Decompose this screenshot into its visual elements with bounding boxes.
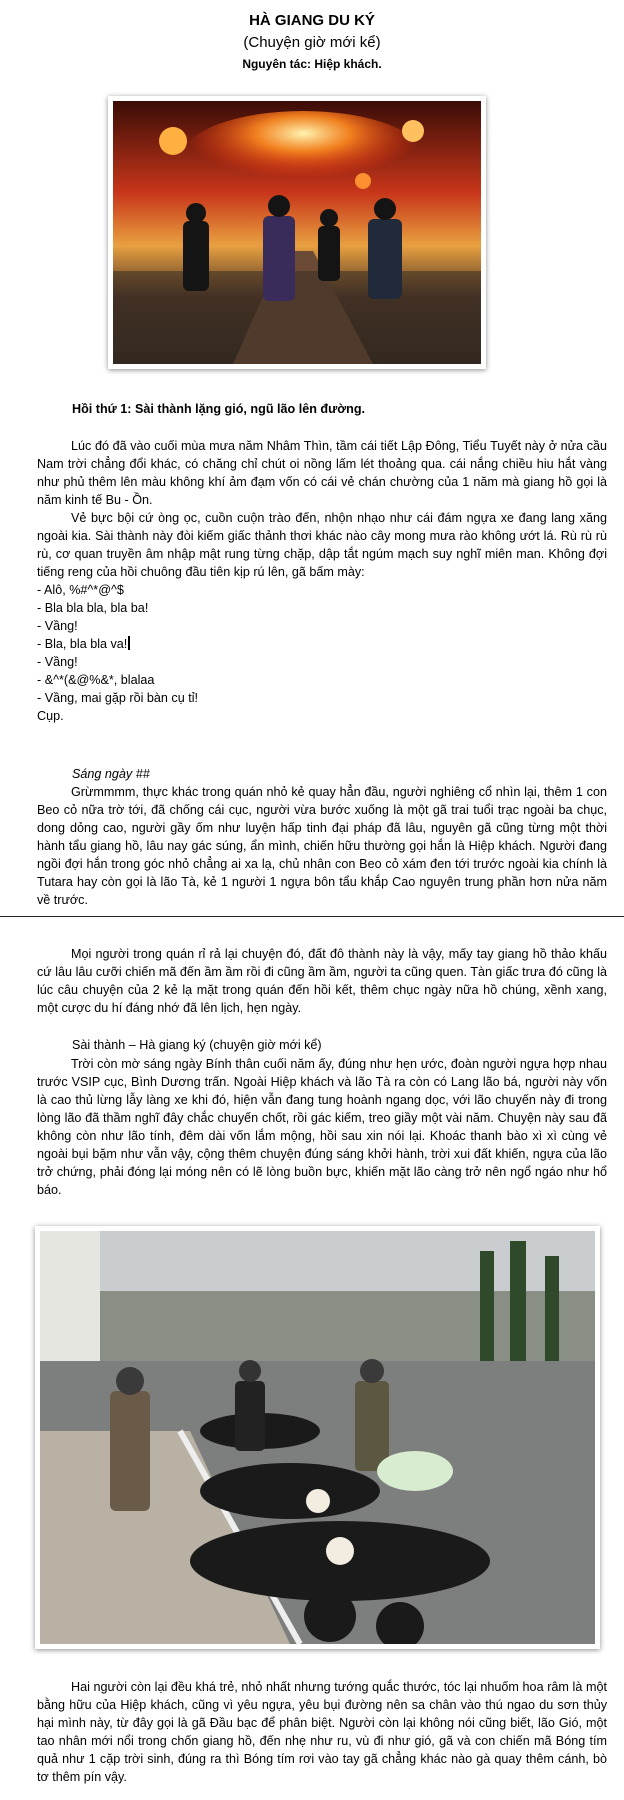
dialogue-line: - Vầng! [37, 655, 78, 669]
paragraph-4-text: Mọi người trong quán rỉ rả lại chuyện đó, đất đô thành này là vậy, mấy tay giang hồ thảo khấu cứ lâu lâu cưỡi chiến mã đến ầm ầm rồi đi cũng ầm ầm, người ta cũng quen. Tàn giấc trưa đó cũng là lúc câu chuyện của 2 kẻ lạ mặt trong quán đến hồi kết, thêm chục ngày nữa hồ chúng, xềnh xang, một cược du hí đáng nhớ đã lên lịch, hẹn ngày. [37, 947, 607, 1015]
dialogue-line: - &^*(&@%&*, blalaa [37, 673, 155, 687]
paragraph-5-text: Trời còn mờ sáng ngày Bính thân cuối năm ấy, đúng như hẹn ước, đoàn người ngựa hợp nhau trước VSIP cục, Bình Dương trấn. Ngoài Hiệp khách và lão Tà ra còn có Lang lão bá, người này vốn là cao thủ lừng lẫy làng xe khi đó, hiện vẫn đang tung hoành ngang dọc, với lão chuyến này đi trong lòng lão đã thầm nghĩ đây chắc chuyến chốt, rồi gác kiếm, treo giầy một vài năm. Chuyện này sau đã không còn như lão tính, đêm dài vốn lắm mộng, hồi sau xin nói lại. Khoác thanh bào xì xì cùng vẻ ngoài bụi bặm như vẫn vậy, cộng thêm chuyện đúng sáng khởi hành, trời xui đất khiến, ngựa của lão trở chứng, phải đóng lại móng nên có lẽ lòng buồn bực, khiến mặt lão càng trở nên ngổ ngáo như hổ báo. [37, 1057, 607, 1197]
dialogue-line: - Vầng! [37, 619, 78, 633]
paragraph-1 [37, 437, 607, 509]
paragraph-5 [37, 1055, 607, 1199]
paragraph-3-text: Grừmmmm, thực khác trong quán nhỏ kẻ quay hẳn đầu, người nghiêng cổ nhìn lại, thêm 1 con Beo cỏ nữa trờ tới, đã chống cái cục, người vừa bước xuống là một gã trai tuổi trạc ngoài ba chục, dong dỏng cao, người gầy ốm như luyện hấp tinh đại pháp đã lâu, nguyên gã cũng từng một thời hành tẩu giang hồ, lâu nay gác súng, ẩn mình, chiến hữu thường gọi hắn là Hiệp khách. Người đang ngồi đợi hắn trong góc nhỏ chẳng ai xa lạ, chủ nhân con Beo cỏ xám đen tới trước ngoài kia chính là Tutara hay còn gọi là lão Tà, kẻ 1 người 1 ngựa bôn tẩu khắp Cao nguyên trung phần hơn nửa năm về trước. [37, 785, 607, 907]
paragraph-2-text: Vẻ bực bội cứ òng ọc, cuồn cuộn trào đến, nhộn nhạo như cái đám ngựa xe đang lang xăng ngoài kia. Sài thành này đòi kiếm giấc thảnh thơi khác nào cây mong mưa rào không ướt lá. Rù rù rù rù, cơ quan truyền âm nhập mật rung từng chặp, dập tắt ngúm mạch suy nghĩ miên man. Không đợi tiếng reng của hồi chuông đầu tiên kịp rú lên, gã bấm mày: [37, 511, 607, 579]
dialogue-line: - Vầng, mai gặp rồi bàn cụ tỉ! [37, 691, 199, 705]
text-cursor [128, 636, 130, 650]
poster-photo [108, 96, 486, 369]
dialogue-line: Cụp. [37, 709, 64, 723]
phone-dialogue [37, 581, 607, 725]
morning-heading: Sáng ngày ## [72, 767, 150, 781]
paragraph-1-text: Lúc đó đã vào cuối mùa mưa năm Nhâm Thìn, tầm cái tiết Lập Đông, Tiểu Tuyết này ở nửa cầu Nam trời chẳng đổi khác, có chăng chỉ chút oi nồng lấm lét thoảng qua. cái nắng chiều hiu hắt vàng như phủ thêm lên màu không khí ảm đạm vốn có cái vẻ chán chường của 1 năm mà giang hồ gọi là năm kinh tế Bu - Ồn. [37, 439, 607, 507]
document-author: Nguyên tác: Hiệp khách. [242, 57, 382, 71]
journey-heading: Sài thành – Hà giang ký (chuyện giờ mới kể) [72, 1038, 322, 1052]
document-subtitle: (Chuyện giờ mới kể) [243, 34, 381, 51]
dialogue-line: - Alô, %#^*@^$ [37, 583, 124, 597]
paragraph-3 [37, 783, 607, 909]
paragraph-6-text: Hai người còn lại đều khá trẻ, nhỏ nhất nhưng tướng quắc thước, tóc lại nhuốm hoa râm là một bằng hữu của Hiệp khách, cũng vì yêu ngựa, yêu bụi đường nên sa chân vào thú ngao du sơn thủy hại mình này, từ đây gọi là gã Đầu bạc để phân biệt. Người còn lại không nói cũng biết, lão Gió, một tao nhân mới nổi trong chốn giang hồ, đến nhẹ như ru, vù đi như gió, gã và con chiến mã Bóng tím quả như 1 cặp trời sinh, đúng ra thì Bóng tím rơi vào tay gã chẳng khác nào gà quay thêm cánh, bò tơ thêm pín vậy. [37, 1680, 607, 1784]
page-break-divider [0, 916, 624, 917]
chapter-heading: Hồi thứ 1: Sài thành lặng gió, ngũ lão lên đường. [72, 402, 366, 416]
dialogue-line-with-cursor [37, 635, 607, 653]
dialogue-line: - Bla bla bla, bla ba! [37, 601, 149, 615]
paragraph-4 [37, 945, 607, 1017]
paragraph-2 [37, 509, 607, 581]
document-title: HÀ GIANG DU KÝ [249, 12, 375, 29]
dialogue-line: - Bla, bla bla va! [37, 637, 128, 651]
paragraph-6 [37, 1678, 607, 1786]
motorcycles-photo [35, 1226, 600, 1649]
